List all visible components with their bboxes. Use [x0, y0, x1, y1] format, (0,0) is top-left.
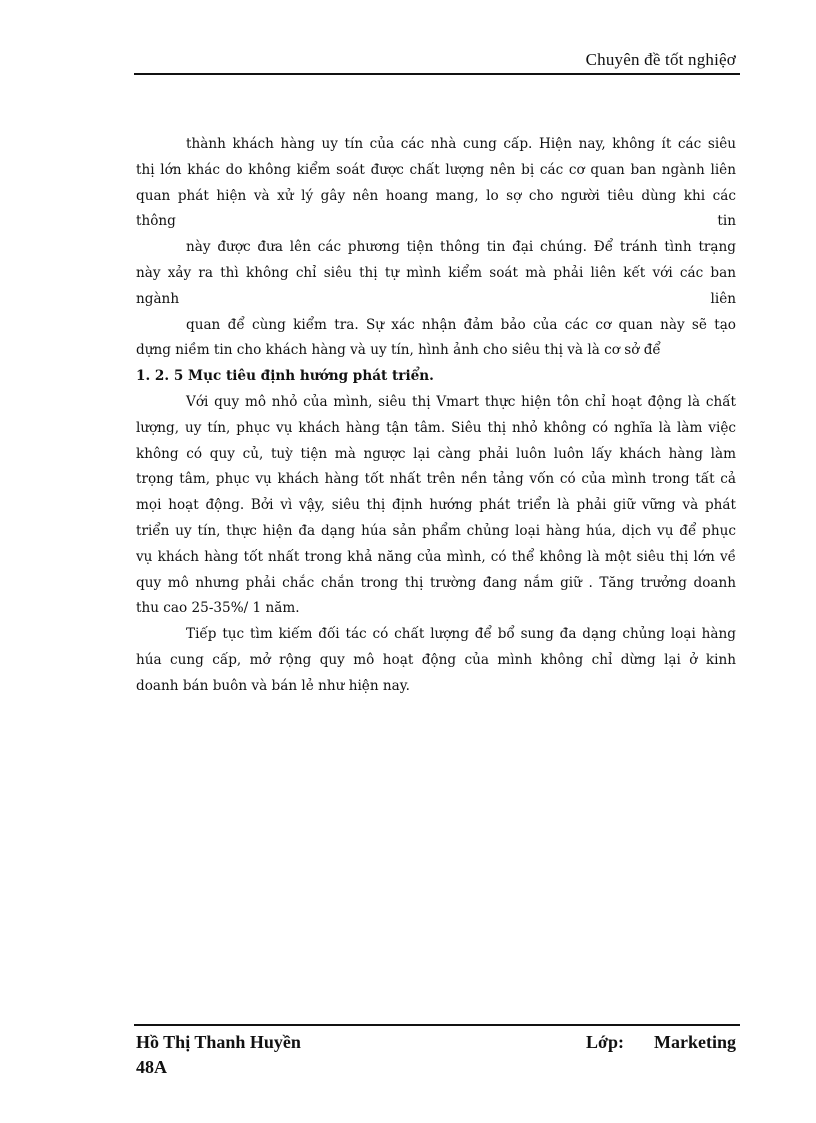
body-line: thu cao 25-35%/ 1 năm. [136, 600, 300, 617]
body-line: lượng, uy tín, phục vụ khách hàng tận tâm. Siêu thị nhỏ không có nghĩa là làm việc [136, 419, 736, 436]
body-line: ngành liên [136, 290, 736, 307]
body-line: thị lớn khác do không kiểm soát được chất lượng nên bị các cơ quan ban ngành liên [136, 161, 736, 178]
body-line: này xảy ra thì không chỉ siêu thị tự mình kiểm soát mà phải liên kết với các ban [136, 264, 736, 281]
footer-class-label: Lớp: [586, 1032, 625, 1052]
body-line: Tiếp tục tìm kiếm đối tác có chất lượng để bổ sung đa dạng chủng loại hàng [186, 626, 736, 643]
body-line: mọi hoạt động. Bởi vì vậy, siêu thị định hướng phát triển là phải giữ vững và phát [136, 497, 736, 514]
body-line: thành khách hàng uy tín của các nhà cung cấp. Hiện nay, không ít các siêu [186, 136, 736, 152]
footer-class [586, 1030, 736, 1055]
body-line: doanh bán buôn và bán lẻ như hiện nay. [136, 677, 410, 694]
body-line: này được đưa lên các phương tiện thông tin đại chúng. Để tránh tình trạng [186, 239, 736, 256]
footer-class-code: 48A [136, 1057, 167, 1077]
body-line: húa cung cấp, mở rộng quy mô hoạt động của mình không chỉ dừng lại ở kinh [136, 651, 736, 668]
page-header-title: Chuyên đề tốt nghiệơ [585, 50, 736, 69]
footer-class-value: Marketing [654, 1032, 736, 1052]
footer-row [136, 1030, 736, 1055]
body-line: quan phát hiện và xử lý gây nên hoang mang, lo sợ cho người tiêu dùng khi các [136, 187, 736, 204]
body-line: Với quy mô nhỏ của mình, siêu thị Vmart thực hiện tôn chỉ hoạt động là chất [186, 393, 736, 410]
body-line: không có quy củ, tuỳ tiện mà ngược lại càng phải luôn luôn lấy khách hàng làm [136, 445, 736, 462]
body-line: quan để cùng kiểm tra. Sự xác nhận đảm bảo của các cơ quan này sẽ tạo [186, 316, 736, 333]
body-line: quy mô nhưng phải chắc chắn trong thị trường đang nắm giữ . Tăng trưởng doanh [136, 574, 736, 591]
body-line: thông tin [136, 213, 736, 230]
page-footer [136, 1030, 736, 1080]
body-line: vụ khách hàng tốt nhất trong khả năng của mình, có thể không là một siêu thị lớn về [136, 548, 736, 565]
body-line: dựng niềm tin cho khách hàng và uy tín, hình ảnh cho siêu thị và là cơ sở để [136, 342, 661, 359]
header-divider [134, 73, 740, 75]
section-heading: 1. 2. 5 Mục tiêu định hướng phát triển. [136, 368, 434, 385]
footer-divider [134, 1024, 740, 1026]
body-line: trọng tâm, phục vụ khách hàng tốt nhất trên nền tảng vốn có của mình trong tất cả [136, 471, 736, 488]
document-body [136, 132, 736, 700]
body-line: triển uy tín, thực hiện đa dạng húa sản phẩm chủng loại hàng húa, dịch vụ để phục [136, 522, 736, 539]
footer-author: Hồ Thị Thanh Huyền [136, 1032, 301, 1052]
